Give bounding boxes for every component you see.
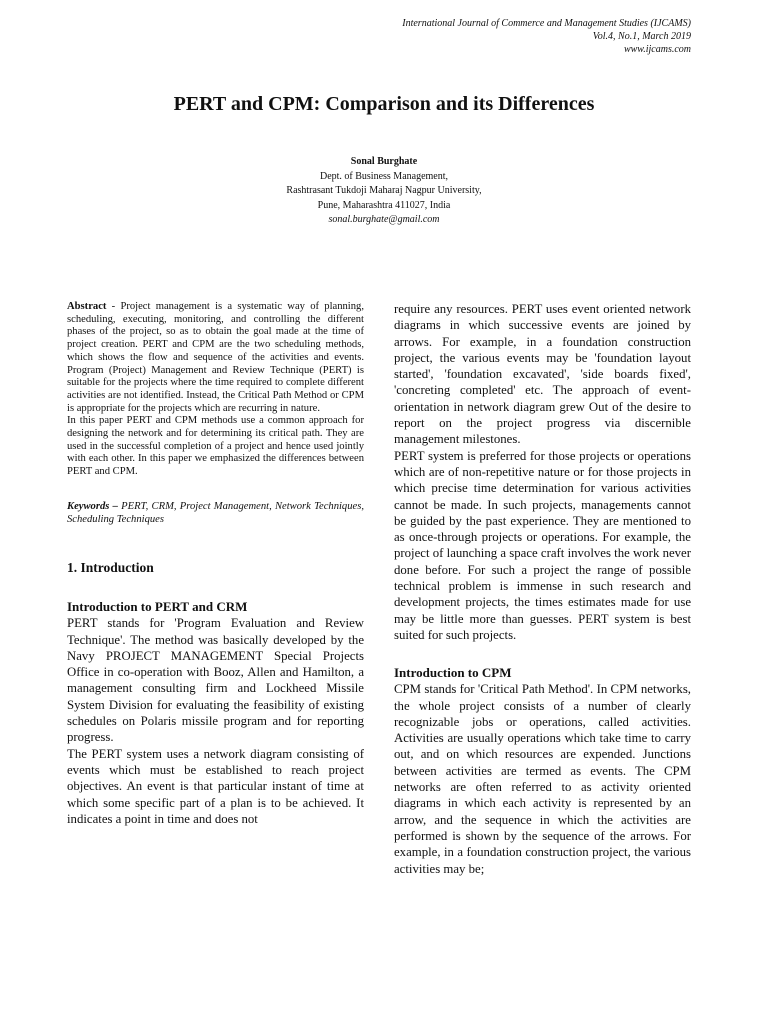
abstract-text: - Project management is a systematic way of planning, scheduling, executing, monitoring, and controlling the different phases of the project, so as to obtain the goal made at the time of project creation. PERT and CPM are the two scheduling methods, which shows the flow and sequence of the activities and events. Program (Project) Management and Review Technique (PERT) is suitable for the projects where the time required to complete different activities are not identified. Instead, the Critical Path Method or CPM is appropriate for the projects which are recurring in nature. xyxy=(67,301,364,414)
journal-header xyxy=(402,17,691,56)
paper-title: PERT and CPM: Comparison and its Differences xyxy=(173,93,595,115)
author-university: Rashtrasant Tukdoji Maharaj Nagpur University, xyxy=(286,185,482,196)
author-location: Pune, Maharashtra 411027, India xyxy=(317,199,451,211)
journal-name: International Journal of Commerce and Management Studies (IJCAMS) xyxy=(402,18,691,29)
pert-paragraph-1: PERT stands for 'Program Evaluation and Review Technique'. The method was basically developed by the Navy PROJECT MANAGEMENT Special Projects Office in co-operation with Booz, Allen and Hamilton, a management consulting firm and Lockheed Missile System Division for evaluating the feasibility of existing schedules on Polaris missile program and for reporting progress. xyxy=(67,616,364,745)
subheading-pert-crm: Introduction to PERT and CRM xyxy=(67,599,248,615)
keywords-text: PERT, CRM, Project Management, Network Techniques, Scheduling Techniques xyxy=(67,500,364,525)
left-column xyxy=(67,301,364,827)
abstract-paragraph xyxy=(67,301,364,415)
keywords-label: Keywords – xyxy=(67,500,118,512)
section-heading-introduction: 1. Introduction xyxy=(67,560,154,576)
author-email: sonal.burghate@gmail.com xyxy=(328,214,440,225)
pert-paragraph-4: PERT system is preferred for those projects or operations which are of non-repetitive nature or for those projects in which precise time determination for various activities cannot be made. In such projects, managements cannot be guided by the past experience. They are mentioned to as once-through projects or operations. For example, the project of launching a space craft involves the work never done before. For such a project the range of possible technical problem is immense in such research and development projects, the times estimates made for use may be little more than guesses. PERT system is best suited for such projects. xyxy=(394,448,691,642)
journal-website: www.ijcams.com xyxy=(623,44,691,55)
cpm-paragraph-1: CPM stands for 'Critical Path Method'. In CPM networks, the whole project consists of a number of clearly recognizable jobs or operations, called activities. Activities are usually operations which take time to carry out, and on which resources are expended. Junctions between activities are termed as events. The CPM networks are often referred to as activity oriented diagrams in which each activity is represented by an arrow, and the sequence in which the activities are performed is shown by the sequence of the arrows. For example, in a foundation construction project, the various activities may be; xyxy=(394,682,691,876)
author-dept: Dept. of Business Management, xyxy=(319,170,449,182)
pert-paragraph-3: require any resources. PERT uses event oriented network diagrams in which successive events are joined by arrows. For example, in a foundation construction project, the various events may be 'foundation layout started', 'foundation excavated', 'side boards fixed', 'concreting completed' etc. The approach of event-orientation in network diagram grew Out of the desire to report on the project progress via discernible management milestones. xyxy=(394,302,691,447)
author-block xyxy=(0,155,768,228)
pert-paragraph-2: The PERT system uses a network diagram consisting of events which must be established to reach project objectives. An event is that particular instant of time at which some specific part of a plan is to be achieved. It indicates a point in time and does not xyxy=(67,746,364,826)
journal-volume: Vol.4, No.1, March 2019 xyxy=(592,31,691,42)
author-name: Sonal Burghate xyxy=(350,156,418,167)
abstract-paragraph-2: In this paper PERT and CPM methods use a common approach for designing the network and for determining its critical path. They are used in the successful completion of a project and hence used jointly with each other. In this paper we emphasized the differences between PERT and CPM. xyxy=(67,415,364,478)
abstract-label: Abstract xyxy=(67,301,107,312)
subheading-cpm: Introduction to CPM xyxy=(394,665,512,681)
right-column xyxy=(394,301,691,877)
keywords xyxy=(67,501,364,526)
